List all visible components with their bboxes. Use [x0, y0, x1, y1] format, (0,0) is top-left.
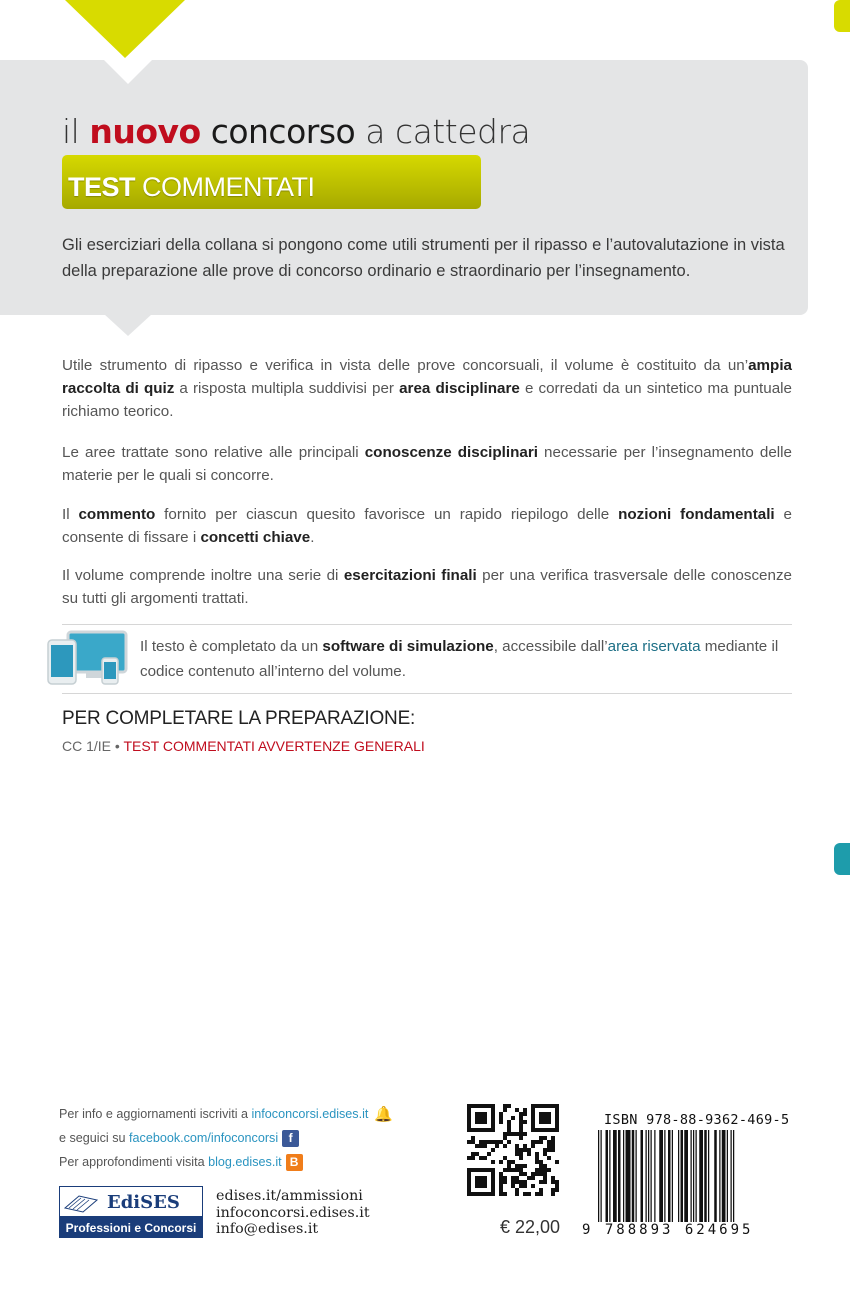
series-word-il: il — [62, 112, 80, 151]
qr-code — [467, 1104, 559, 1196]
blog-link[interactable]: blog.edises.it — [208, 1154, 282, 1169]
top-triangle-decoration — [65, 0, 185, 58]
text: fornito per ciascun quesito favorisce un rapido riepilogo delle — [155, 506, 619, 523]
text: necessarie per l’insegnamento delle materie per le quali si concorre. — [62, 444, 792, 484]
barcode-bar — [696, 1130, 697, 1234]
series-word-cattedra: a cattedra — [365, 112, 531, 151]
barcode-bar — [731, 1130, 732, 1234]
text: e corredati da un sintetico ma puntuale richiamo teorico. — [62, 380, 792, 420]
barcode-bar — [606, 1130, 609, 1234]
text: per una verifica trasversale delle conoscenze su tutti gli argomenti trattati. — [62, 567, 792, 607]
emphasis: ampia raccolta di quiz — [62, 357, 792, 397]
contact-email[interactable]: info@edises.it — [216, 1221, 319, 1237]
text: Per info e aggiornamenti iscriviti a — [59, 1106, 252, 1121]
contact-ammissioni[interactable]: edises.it/ammissioni — [216, 1188, 363, 1204]
barcode-bar — [678, 1130, 679, 1234]
barcode-bar — [727, 1130, 728, 1234]
barcode-bar — [641, 1130, 644, 1234]
barcode-bar — [636, 1130, 637, 1234]
logo-tagline: Professioni e Concorsi — [65, 1221, 197, 1235]
series-intro: Gli eserciziari della collana si pongono come utili strumenti per il ripasso e l’autovalutazione in vista della preparazione alle prove di concorso ordinario e straordinario per l’insegnamento. — [62, 236, 785, 280]
series-word-nuovo: nuovo — [89, 112, 201, 151]
text: Il volume comprende inoltre una serie di — [62, 567, 344, 584]
logo-name: EdiSES — [107, 1192, 180, 1213]
area-riservata-link[interactable]: area riservata — [607, 638, 701, 655]
barcode-bar — [632, 1130, 635, 1234]
barcode-bar — [598, 1130, 599, 1234]
blogger-icon: B — [286, 1154, 303, 1171]
barcode-bar — [654, 1130, 655, 1234]
description-paragraph-1 — [62, 354, 792, 423]
divider — [62, 693, 792, 694]
barcode-bar — [719, 1130, 720, 1234]
barcode-bar — [708, 1130, 709, 1234]
description-paragraph-2 — [62, 441, 792, 487]
text: Utile strumento di ripasso e verifica in vista delle prove concorsuali, il volume è costituito da un’ — [62, 357, 749, 374]
barcode-bar — [722, 1130, 726, 1234]
contact-infoconcorsi[interactable]: infoconcorsi.edises.it — [216, 1204, 370, 1221]
barcode-bar — [626, 1130, 631, 1234]
barcode-bar — [623, 1130, 624, 1234]
barcode-bar — [659, 1130, 663, 1234]
barcode-bar — [648, 1130, 649, 1234]
text: e seguici su — [59, 1130, 130, 1145]
text: e consente di fissare i — [62, 506, 792, 546]
series-title — [62, 112, 530, 151]
description-paragraph-3 — [62, 503, 792, 549]
barcode-bar — [684, 1130, 688, 1234]
text: Le aree trattate sono relative alle principali — [62, 444, 365, 461]
barcode-bar — [699, 1130, 703, 1234]
barcode-bar — [613, 1130, 617, 1234]
bell-icon: 🔔 — [374, 1106, 393, 1123]
text: mediante il codice contenuto all’interno del volume. — [140, 638, 779, 680]
barcode-bar — [668, 1130, 671, 1234]
emphasis: concetti chiave — [200, 529, 311, 546]
footer-social-line — [59, 1130, 299, 1147]
barcode-bar — [704, 1130, 707, 1234]
emphasis: area disciplinare — [399, 380, 520, 397]
barcode-bar — [672, 1130, 673, 1234]
text: a risposta multipla suddivisi per — [174, 380, 400, 397]
book-title-rest: COMMENTATI — [142, 172, 315, 202]
barcode-digits: 9 788893 624695 — [582, 1222, 754, 1238]
text: . — [310, 529, 315, 546]
barcode-bar — [618, 1130, 621, 1234]
text: Il testo è completato da un — [140, 638, 323, 655]
barcode-bar — [681, 1130, 684, 1234]
barcode-bar — [691, 1130, 692, 1234]
emphasis: commento — [78, 506, 156, 523]
devices-icon — [46, 630, 130, 686]
contact-block — [216, 1188, 370, 1238]
barcode-bar — [714, 1130, 717, 1234]
edge-tab-yellow — [834, 0, 850, 32]
text: Il — [62, 506, 79, 523]
emphasis: nozioni fondamentali — [618, 506, 775, 523]
edge-tab-teal — [834, 843, 850, 875]
facebook-link[interactable]: facebook.com/infoconcorsi — [129, 1130, 279, 1145]
related-code: CC 1/IE — [62, 738, 112, 754]
price: € 22,00 — [500, 1217, 561, 1237]
panel-notch-bottom — [104, 314, 152, 336]
book-title-bold: TEST — [68, 172, 136, 202]
edises-logo — [59, 1186, 203, 1238]
related-title: TEST COMMENTATI AVVERTENZE GENERALI — [123, 738, 425, 754]
related-title-line — [62, 738, 425, 754]
text: , accessibile dall’ — [493, 638, 608, 655]
divider — [62, 624, 792, 625]
barcode-bar — [693, 1130, 694, 1234]
facebook-icon: f — [282, 1130, 299, 1147]
infoconcorsi-link[interactable]: infoconcorsi.edises.it — [251, 1106, 369, 1121]
description-paragraph-4 — [62, 564, 792, 610]
barcode — [596, 1130, 782, 1234]
emphasis: esercitazioni finali — [343, 567, 477, 584]
software-note — [140, 634, 795, 684]
panel-notch-top — [104, 60, 152, 84]
barcode-bar — [646, 1130, 647, 1234]
barcode-bar — [609, 1130, 610, 1234]
barcode-bar — [664, 1130, 665, 1234]
bullet: • — [114, 738, 120, 754]
series-word-concorso: concorso — [210, 112, 356, 151]
footer-info-line — [59, 1106, 394, 1123]
text: Per approfondimenti visita — [59, 1154, 209, 1169]
isbn-label: ISBN 978-88-9362-469-5 — [604, 1112, 790, 1128]
barcode-bar — [651, 1130, 652, 1234]
emphasis: software di simulazione — [322, 638, 494, 655]
emphasis: conoscenze disciplinari — [364, 444, 538, 461]
barcode-bar — [733, 1130, 734, 1234]
footer-blog-line — [59, 1154, 303, 1171]
barcode-bar — [601, 1130, 602, 1234]
complete-preparation-heading: PER COMPLETARE LA PREPARAZIONE: — [62, 708, 416, 729]
book-title — [68, 172, 315, 203]
